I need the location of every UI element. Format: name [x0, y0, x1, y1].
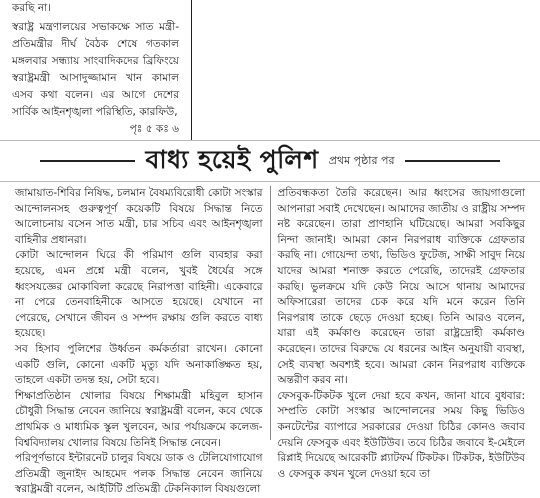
- article-paragraph: শিক্ষাপ্রতিষ্ঠান খোলার বিষয়ে শিক্ষামন্ত্রী মহিবুল হাসান চৌধুরী সিদ্ধান্ত নেবেন জানিয়ে স্বরাষ্ট্রমন্ত্রী বলেন, কবে থেকে প্রাথমিক ও মাধ্যমিক স্কুল খুলবেন, আর পর্যায়ক্রমে কলেজ-বিশ্ববিদ্যালয় খোলার বিষয়ে তিনিই সিদ্ধান্ত নেবেন।: [15, 389, 263, 449]
- headline: বাধ্য হয়েই পুলিশ: [145, 144, 319, 174]
- brief-body: স্বরাষ্ট্র মন্ত্রণালয়ের সভাকক্ষে সাত মন্ত্রী-প্রতিমন্ত্রীর দীর্ঘ বৈঠক শেষে গতকাল মঙ্গলবার সন্ধ্যায় সাংবাদিকদের ব্রিফিংয়ে স্বরাষ্ট্রমন্ত্রী আসাদুজ্জামান খান কামাল এসব কথা বলেন। এর আগে দেশের সার্বিক আইনশৃঙ্খলা পরিস্থিতি, কারফিউ,: [12, 21, 179, 118]
- jump-line: প্রথম পৃষ্ঠার পর: [328, 153, 395, 167]
- article-body: [8, 186, 532, 496]
- article-paragraph: ফেসবুক-টিকটক খুলে দেয়া হবে কখন, জানা যাবে বুধবার: সম্প্রতি কোটা সংস্কার আন্দোলনের সময় কিছু ভিডিও কনটেন্টের ব্যাপারে সরকারের দেওয়া চিঠির কোনও জবাব দেয়নি ফেসবুক এবং ইউটিউব। তবে চিঠির জবাবে ই-মেইলে রিপ্লাই দিয়েছে আরেকটি প্ল্যাটফর্ম টিকটক। টিকটক, ইউটিউব ও ফেসবুক কখন খুলে দেওয়া হবে তা: [277, 389, 525, 480]
- headline-bar: [0, 140, 540, 182]
- article-column-right: [271, 186, 533, 480]
- article-paragraph: কোটা আন্দোলন ঘিরে কী পরিমাণ গুলি ব্যবহার করা হয়েছে, এমন প্রশ্নে মন্ত্রী বলেন, খুবই ধৈর্যের সঙ্গে ধ্বংসযজ্ঞের মোকাবিলা করেছে নিরাপত্তা বাহিনী। একেবারে না পেরে তেনবাহিনীকে আসতে হয়েছে। যেখানে না পেরেছে, সেখানে জীবন ও সম্পদ রক্ষায় গুলি করতে বাধ্য হয়েছে।: [15, 249, 263, 340]
- headline-rule-left: [40, 160, 135, 162]
- article-paragraph: সব হিসাব পুলিশের উর্ধ্বতন কর্মকর্তারা রাখেন। কোনো একটি গুলি, কোনো একটি মৃত্যু যদি অনাকাঙ্ক্ষিত হয়, তাহলে একটা তদন্ত হয়, সেটা হবে।: [15, 342, 263, 387]
- article-paragraph: জামায়াত-শিবির নিষিদ্ধ, চলমান বৈষম্যবিরোধী কোটা সংস্কার আন্দোলনসহ গুরুত্বপূর্ণ কয়েকটি বিষয়ে সিদ্ধান্ত নিতে আলোচনায় বসেন সাত মন্ত্রী, চার সচিব এবং আইনশৃঙ্খলা বাহিনীর প্রধানরা।: [15, 187, 263, 246]
- article-column-left: [8, 186, 270, 496]
- blank-area: [200, 0, 540, 140]
- article-paragraph: প্রতিবন্ধকতা তৈরি করেছেন। আর ধ্বংসের জায়গাগুলো আপনারা সবাই দেখেছেন। আমাদের জাতীয় ও রাষ্ট্রীয় সম্পদ নষ্ট করেছেন। তারা প্রাণহানি ঘটিয়েছে। আমরা সবকিছুর নিন্দা জানাই। আমরা কোন নিরপরাধ ব্যক্তিকে গ্রেফতার করছি না। গোয়েন্দা তথ্য, ভিডিও ফুটেজ, সাক্ষী সাবুদ নিয়ে যাদের আমরা শনাক্ত করতে পেরেছি, তাদেরই গ্রেফতার করছি। ভুলক্রমে যদি কেউ নিয়ে আসে থানায় আমাদের অফিসারেরা তাদের চেক করে যদি মনে করেন তিনি নিরপরাধ তাকে ছেড়ে দেওয়া হচ্ছে। তিনি আরও বলেন, যারা এই কর্মকাণ্ড করেছেন তারা রাষ্ট্রদ্রোহী কর্মকাণ্ড করেছেন। তাদের বিরুদ্ধে যে ধরনের আইন অনুযায়ী ব্যবস্থা, সেই ব্যবস্থা অবশ্যই হবে। আমরা কোন নিরপরাধ ব্যক্তিকে অন্তরীণ করব না।: [277, 187, 525, 387]
- headline-rule-right: [405, 160, 500, 162]
- brief-first-line: করছি না।: [12, 2, 51, 14]
- article-paragraph: পরিপূর্ণভাবে ইন্টারনেট চালুর বিষয়ে ডাক ও টেলিযোগাযোগ প্রতিমন্ত্রী জুনাইদ আহমেদ পলক সিদ্ধান্ত নেবেন জানিয়ে স্বরাষ্ট্রমন্ত্রী বলেন, আইটিটি প্রতিমন্ত্রী টেকনিক্যাল বিষয়গুলো: [15, 452, 263, 496]
- news-brief: [12, 0, 192, 140]
- brief-continuation-ref: পৃঃ ৫ কঃ ৬: [129, 123, 179, 135]
